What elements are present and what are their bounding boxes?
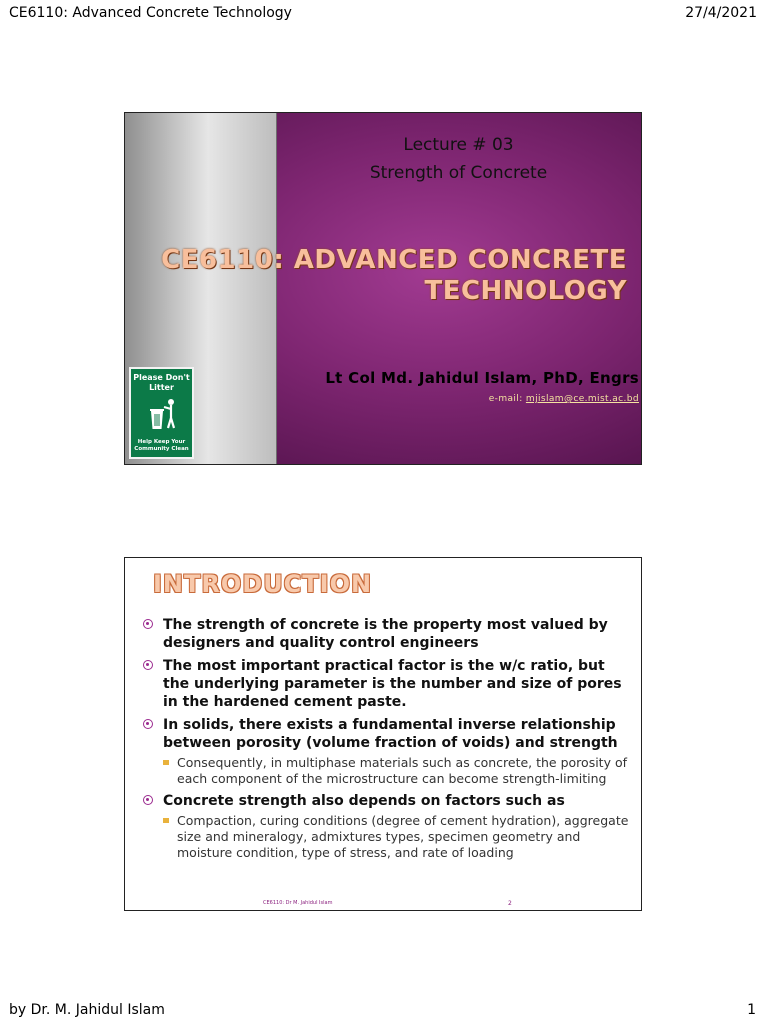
bullet-item	[139, 792, 635, 810]
bullet-item	[139, 616, 635, 652]
page-number: 1	[747, 1002, 756, 1018]
lecture-heading	[276, 131, 641, 187]
slide-footer: CE6110: Dr M. Jahidul Islam	[263, 900, 333, 906]
circle-bullet-icon	[143, 719, 153, 729]
square-bullet-icon	[163, 760, 169, 765]
footer-author: by Dr. M. Jahidul Islam	[9, 1002, 165, 1018]
slide-number: 2	[508, 900, 512, 907]
email-link[interactable]: mjislam@ce.mist.ac.bd	[525, 394, 639, 404]
bullet-text: The strength of concrete is the property most valued by designers and quality control engineers	[163, 617, 608, 651]
lecture-number: Lecture # 03	[403, 135, 514, 155]
sub-bullet-text: Consequently, in multiphase materials such as concrete, the porosity of each component of the microstructure can become strength-limiting	[177, 755, 627, 786]
circle-bullet-icon	[143, 619, 153, 629]
slide-title	[124, 112, 642, 465]
sub-bullet-text: Compaction, curing conditions (degree of cement hydration), aggregate size and mineralogy, admixtures types, specimen geometry and moisture condition, type of stress, and rate of loading	[177, 813, 629, 860]
email-label: e-mail:	[488, 394, 526, 404]
slide-introduction	[124, 557, 642, 911]
trash-bin-icon	[145, 396, 181, 432]
no-litter-sign	[129, 367, 194, 459]
course-title-line2: TECHNOLOGY	[424, 276, 627, 306]
slide-heading: INTRODUCTION	[153, 570, 373, 598]
bullet-item	[139, 716, 635, 752]
sign-bottom-text: Help Keep Your Community Clean	[134, 439, 189, 452]
document-date: 27/4/2021	[685, 5, 757, 21]
lecture-topic: Strength of Concrete	[369, 163, 548, 183]
bullet-text: In solids, there exists a fundamental inverse relationship between porosity (volume fraction of voids) and strength	[163, 717, 618, 751]
bullet-text: The most important practical factor is the w/c ratio, but the underlying parameter is the number and size of pores in the hardened cement paste.	[163, 658, 622, 710]
bullet-list	[139, 616, 635, 866]
bullet-text: Concrete strength also depends on factors such as	[163, 793, 565, 809]
presenter-name: Lt Col Md. Jahidul Islam, PhD, Engrs	[325, 369, 639, 387]
sub-bullet-item	[139, 813, 635, 861]
document-title: CE6110: Advanced Concrete Technology	[9, 5, 292, 21]
course-title	[161, 245, 627, 307]
sub-bullet-item	[139, 755, 635, 787]
sign-top-text: Please Don't Litter	[133, 373, 190, 392]
circle-bullet-icon	[143, 795, 153, 805]
bullet-item	[139, 657, 635, 711]
course-title-line1: CE6110: ADVANCED CONCRETE	[161, 245, 627, 275]
square-bullet-icon	[163, 818, 169, 823]
circle-bullet-icon	[143, 660, 153, 670]
presenter-email	[489, 394, 639, 404]
